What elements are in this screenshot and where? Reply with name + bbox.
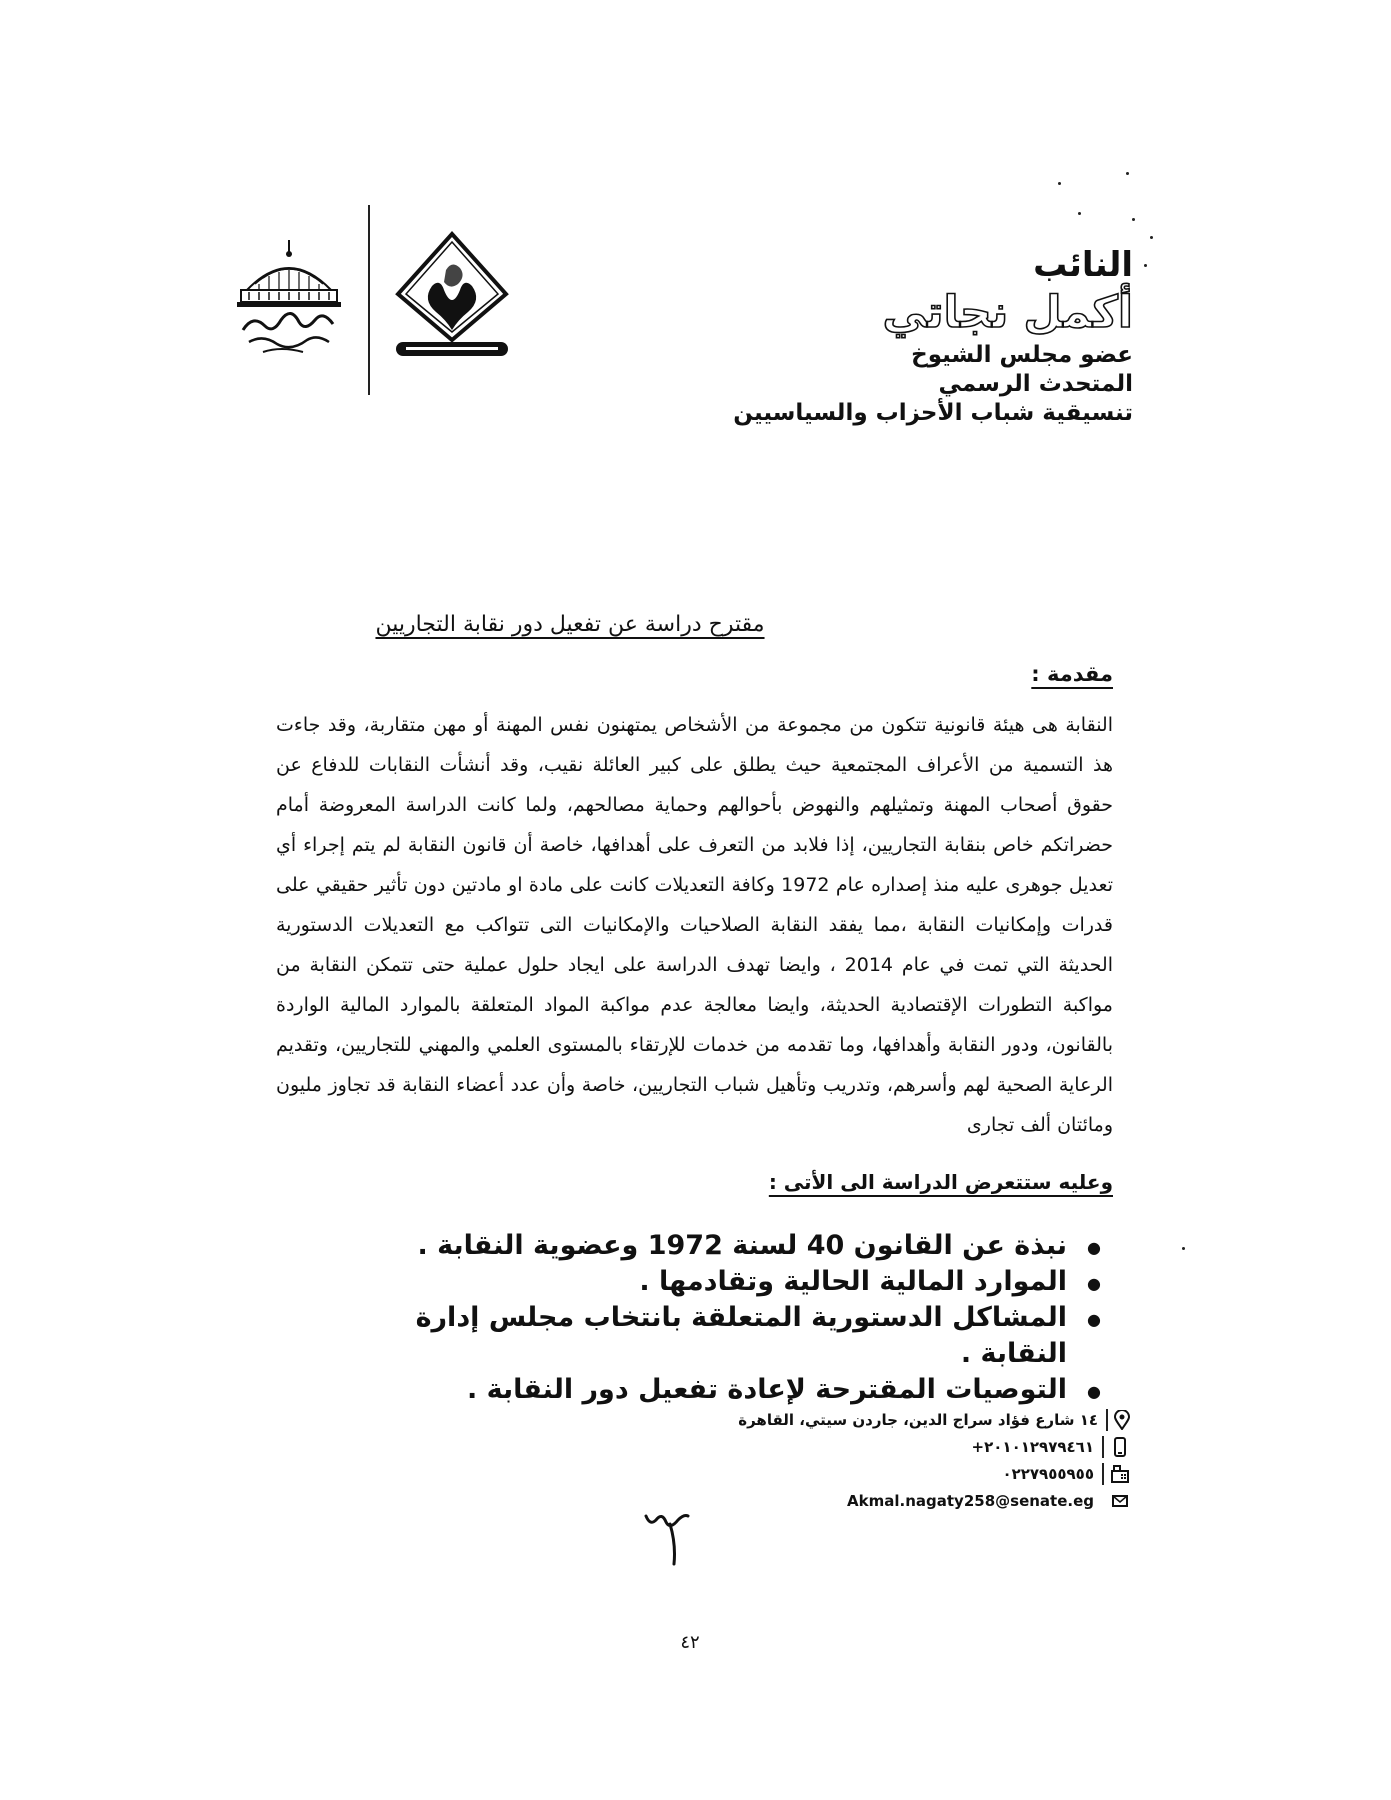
contact-block <box>740 1406 1130 1514</box>
scan-speck <box>1144 264 1147 267</box>
list-item: ● نبذة عن القانون 40 لسنة 1972 وعضوية النقابة . <box>401 1228 1101 1264</box>
sender-name: أكمل نجاتي <box>882 287 1133 338</box>
list-item: ● التوصيات المقترحة لإعادة تفعيل دور النقابة . <box>401 1372 1101 1408</box>
scan-speck <box>1058 182 1061 185</box>
topics-lead: وعليه ستتعرض الدراسة الى الأتى : <box>768 1170 1113 1194</box>
handwritten-page-number <box>640 1508 720 1568</box>
sender-role-coordination: تنسيقية شباب الأحزاب والسياسيين <box>733 400 1133 426</box>
contact-address: ١٤ شارع فؤاد سراج الدين، جاردن سيتي، القاهرة <box>738 1410 1098 1429</box>
scan-speck <box>1182 1247 1185 1250</box>
scan-speck <box>1132 218 1135 221</box>
contact-address-row <box>740 1406 1130 1433</box>
contact-mobile: +٢٠١٠١٢٩٧٩٤٦١ <box>971 1437 1094 1456</box>
letterhead-sender <box>713 245 1133 428</box>
youth-coordination-logo <box>392 230 512 360</box>
location-pin-icon <box>1114 1410 1130 1430</box>
contact-phone-row <box>740 1460 1130 1487</box>
intro-heading: مقدمة : <box>1031 662 1113 686</box>
list-item: ● الموارد المالية الحالية وتقادمها . <box>401 1264 1101 1300</box>
contact-email-row <box>740 1487 1130 1514</box>
scan-speck <box>1150 236 1153 239</box>
page-number: ٤٢ <box>680 1632 700 1653</box>
senate-dome-logo <box>233 238 345 360</box>
envelope-icon <box>1110 1491 1130 1511</box>
document-title: مقترح دراسة عن تفعيل دور نقابة التجاريين <box>375 612 765 637</box>
intro-paragraph: النقابة هى هيئة قانونية تتكون من مجموعة من الأشخاص يمتهنون نفس المهنة أو مهن متقاربة، وقد جاءت هذ التسمية من الأعراف المجتمعية حيث يطلق على كبير العائلة نقيب، وقد أنشأت النقابات للدفاع عن حقوق أصحاب المهنة وتمثيلهم والنهوض بأحوالهم وحماية مصالحهم، ولما كانت الدراسة المعروضة أمام حضراتكم خاص بنقابة التجاريين، إذا فلابد من التعرف على أهدافها، خاصة أن قانون النقابة لم يتم إجراء أي تعديل جوهرى عليه منذ إصداره عام 1972 وكافة التعديلات كانت على مادة او مادتين دون تأثير حقيقي على قدرات وإمكانيات النقابة ،مما يفقد النقابة الصلاحيات والإمكانيات التى تتواكب مع التعديلات الدستورية الحديثة التي تمت في عام 2014 ، وايضا تهدف الدراسة على ايجاد حلول عملية حتى تتمكن النقابة من مواكبة التطورات الإقتصادية الحديثة، وايضا معالجة عدم مواكبة المواد المتعلقة بالموارد المالية الواردة بالقانون، ودور النقابة وأهدافها، وما تقدمه من خدمات للإرتقاء بالمستوى العلمي والمهني للتجاريين، وتقديم الرعاية الصحية لهم وأسرهم، وتدريب وتأهيل شباب التجاريين، خاصة وأن عدد أعضاء النقابة قد تجاوز مليون ومائتان ألف تجارى <box>276 714 1113 1136</box>
contact-phone: ٠٢٢٧٩٥٥٩٥٥ <box>1002 1464 1094 1483</box>
list-item: ● المشاكل الدستورية المتعلقة بانتخاب مجلس إدارة النقابة . <box>401 1300 1101 1372</box>
scan-speck <box>1126 172 1129 175</box>
mobile-phone-icon <box>1110 1437 1130 1457</box>
sender-role-spokesperson: المتحدث الرسمي <box>938 371 1133 397</box>
contact-mobile-row <box>740 1433 1130 1460</box>
landline-phone-icon <box>1110 1464 1130 1484</box>
sender-title: النائب <box>1033 245 1133 285</box>
letterhead-divider <box>368 205 370 395</box>
topics-list <box>401 1228 1101 1408</box>
scan-speck <box>1078 212 1081 215</box>
sender-role-senate: عضو مجلس الشيوخ <box>911 342 1133 368</box>
contact-email: Akmal.nagaty258@senate.eg <box>847 1491 1094 1510</box>
